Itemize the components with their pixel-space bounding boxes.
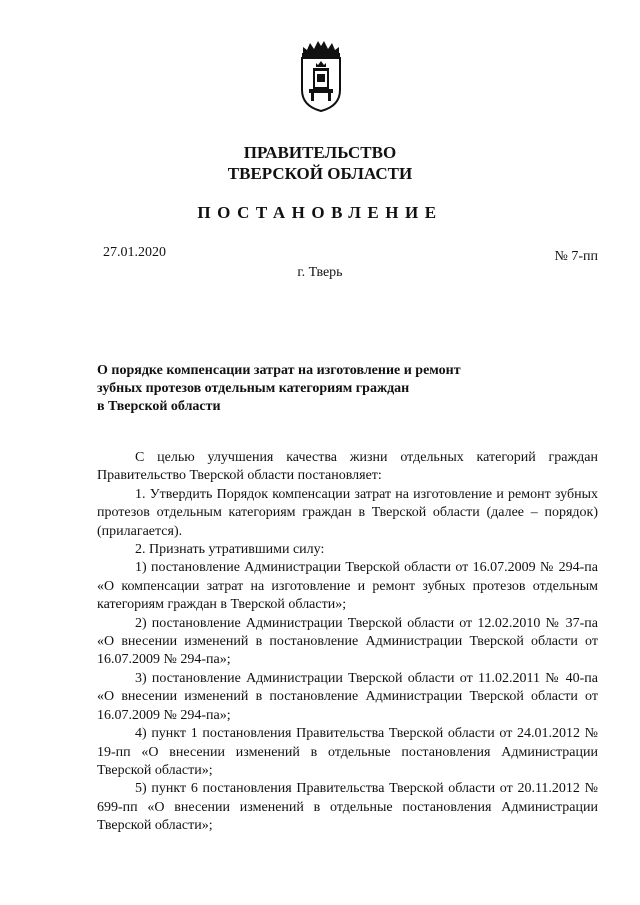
document-body — [97, 449, 598, 836]
body-paragraph: 3) постановление Администрации Тверской области от 11.02.2011 № 40-па «О внесении изменений в постановление Администрации Тверской области от 16.07.2009 № 294-па»; — [97, 670, 598, 723]
body-paragraph: С целью улучшения качества жизни отдельных категорий граждан Правительство Тверской области постановляет: — [97, 450, 598, 484]
body-paragraph: 2. Признать утратившими силу: — [135, 542, 325, 558]
body-paragraph: 2) постановление Администрации Тверской области от 12.02.2010 № 37-па «О внесении изменений в постановление Администрации Тверской области от 16.07.2009 № 294-па»; — [97, 615, 598, 668]
document-number: № 7-пп — [554, 249, 598, 264]
subject-line: О порядке компенсации затрат на изготовление и ремонт — [97, 363, 461, 378]
government-title-line1: ПРАВИТЕЛЬСТВО — [243, 143, 397, 162]
subject-line: в Тверской области — [97, 399, 221, 414]
document-city: г. Тверь — [297, 265, 343, 280]
body-paragraph: 1) постановление Администрации Тверской области от 16.07.2009 № 294-па «О компенсации затрат на изготовление и ремонт зубных протезов отдельным категориям граждан в Тверской области»; — [97, 560, 598, 613]
body-paragraph: 1. Утвердить Порядок компенсации затрат на изготовление и ремонт зубных протезов отдельным категориям граждан в Тверской области (далее – порядок) (прилагается). — [97, 486, 598, 539]
subject-line: зубных протезов отдельным категориям граждан — [97, 381, 410, 396]
body-paragraph: 5) пункт 6 постановления Правительства Тверской области от 20.11.2012 № 699-пп «О внесении изменений в отдельные постановления Администрации Тверской области»; — [97, 781, 598, 834]
tver-coat-of-arms-icon — [299, 40, 343, 112]
government-title-line2: ТВЕРСКОЙ ОБЛАСТИ — [227, 164, 413, 183]
document-type-heading: ПОСТАНОВЛЕНИЕ — [197, 203, 443, 222]
body-paragraph: 4) пункт 1 постановления Правительства Тверской области от 24.01.2012 № 19-пп «О внесении изменений в отдельные постановления Администрации Тверской области»; — [97, 726, 598, 778]
document-date: 27.01.2020 — [103, 245, 166, 260]
document-subject — [97, 362, 537, 416]
